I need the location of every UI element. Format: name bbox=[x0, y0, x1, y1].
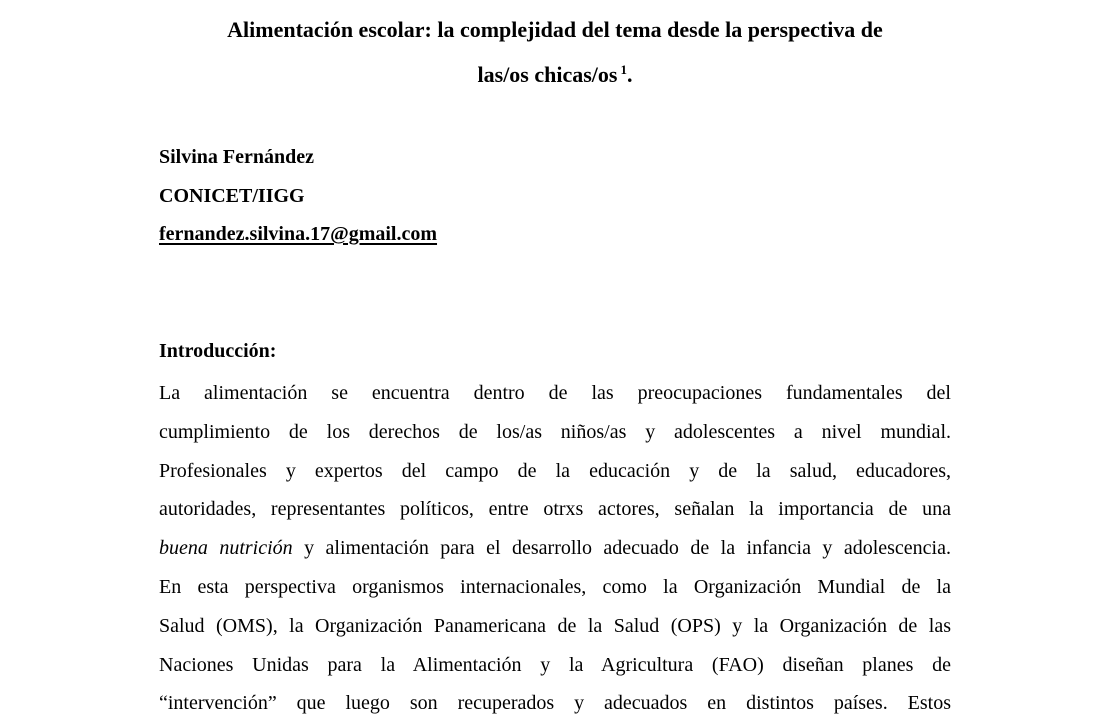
author-name: Silvina Fernández bbox=[159, 146, 315, 168]
paragraph-line: Profesionales y expertos del campo de la educación y de la salud, educadores, bbox=[159, 459, 951, 482]
paragraph-line: En esta perspectiva organismos internacionales, como la Organización Mundial de la bbox=[159, 575, 951, 598]
paragraph-line: “intervención” que luego son recuperados y adecuados en distintos países. Estos bbox=[159, 692, 951, 715]
paper-title-text: las/os chicas/os bbox=[477, 62, 618, 87]
paragraph-line: cumplimiento de los derechos de los/as niños/as y adolescentes a nivel mundial. bbox=[159, 420, 951, 443]
paragraph-line: autoridades, representantes políticos, entre otrxs actores, señalan la importancia de una bbox=[159, 498, 951, 521]
paper-title-line-1: Alimentación escolar: la complejidad del tema desde la perspectiva de bbox=[227, 17, 883, 42]
paragraph-line bbox=[159, 529, 951, 568]
paper-title-line-2 bbox=[130, 64, 980, 86]
paragraph-line-rest: y alimentación para el desarrollo adecuado de la infancia y adolescencia. bbox=[292, 537, 951, 560]
italic-emphasis: buena nutrición bbox=[159, 537, 293, 560]
paper-title-period: . bbox=[626, 62, 633, 87]
introduction-paragraph bbox=[159, 374, 951, 723]
paragraph-line: Naciones Unidas para la Alimentación y la Agricultura (FAO) diseñan planes de bbox=[159, 653, 951, 676]
author-email-link[interactable]: fernandez.silvina.17@gmail.com bbox=[159, 223, 438, 245]
paragraph-line: Salud (OMS), la Organización Panamericana de la Salud (OPS) y la Organización de las bbox=[159, 614, 951, 637]
paragraph-line: La alimentación se encuentra dentro de las preocupaciones fundamentales del bbox=[159, 382, 951, 404]
footnote-marker[interactable]: 1 bbox=[620, 62, 627, 77]
author-affiliation: CONICET/IIGG bbox=[159, 185, 305, 207]
section-heading: Introducción: bbox=[159, 340, 277, 362]
